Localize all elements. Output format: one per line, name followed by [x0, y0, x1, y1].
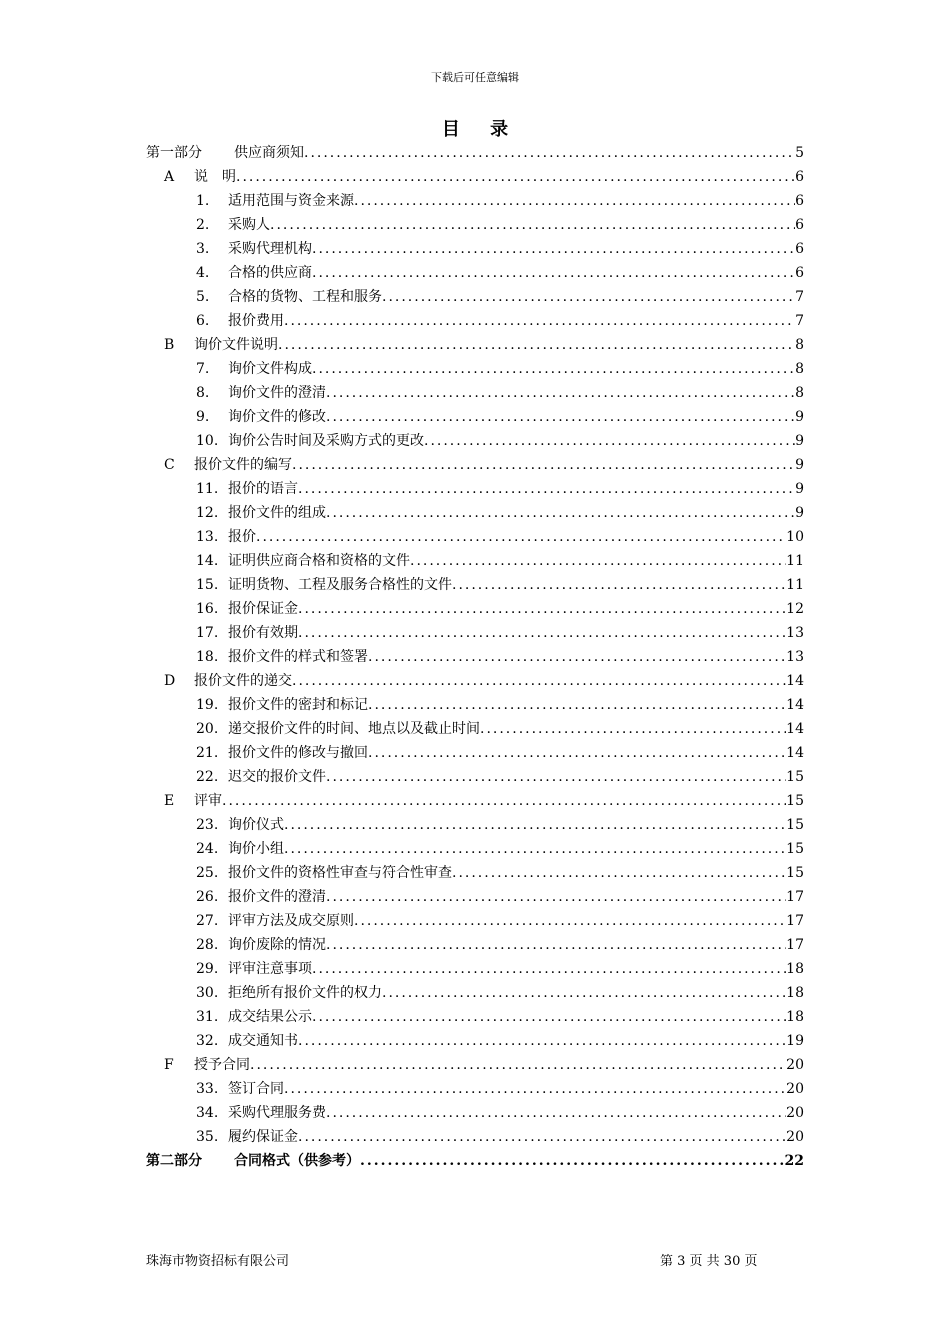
toc-dot-leader	[326, 933, 786, 957]
toc-entry-title: 评审注意事项	[228, 961, 312, 977]
toc-entry[interactable]	[146, 1101, 804, 1125]
toc-entry-number: 26.	[196, 889, 219, 905]
toc-entry-page: 8	[795, 385, 804, 401]
toc-entry-title: 询价文件的澄清	[228, 385, 326, 401]
toc-entry-page: 11	[786, 577, 804, 593]
toc-entry[interactable]	[146, 597, 804, 621]
toc-entry-number: 24.	[196, 841, 219, 857]
toc-entry[interactable]	[146, 573, 804, 597]
toc-entry-number: 14.	[196, 553, 219, 569]
toc-dot-leader	[284, 309, 795, 333]
toc-entry-title: 适用范围与资金来源	[228, 193, 354, 209]
toc-entry[interactable]	[146, 189, 804, 213]
toc-entry-number: 23.	[196, 817, 219, 833]
toc-entry-page: 7	[795, 313, 804, 329]
toc-entry-page: 9	[795, 481, 804, 497]
toc-entry-number: 20.	[196, 721, 219, 737]
toc-entry-title: 评审	[194, 793, 222, 809]
toc-entry-number: 25.	[196, 865, 219, 881]
toc-entry[interactable]	[146, 165, 804, 189]
toc-entry-page: 18	[786, 961, 804, 977]
toc-entry-title: 询价文件的修改	[228, 409, 326, 425]
toc-entry-page: 9	[795, 409, 804, 425]
toc-entry-number: 第二部分	[146, 1153, 202, 1169]
toc-entry-page: 7	[795, 289, 804, 305]
toc-entry[interactable]	[146, 1053, 804, 1077]
toc-entry[interactable]	[146, 1125, 804, 1149]
toc-dot-leader	[312, 237, 795, 261]
toc-entry[interactable]	[146, 765, 804, 789]
toc-entry-title: 说 明	[194, 169, 236, 185]
toc-entry-title: 成交通知书	[228, 1033, 298, 1049]
toc-entry-page: 22	[784, 1153, 804, 1169]
toc-entry[interactable]	[146, 861, 804, 885]
toc-entry-number: E	[164, 793, 175, 809]
toc-entry-page: 17	[786, 913, 804, 929]
toc-entry-title: 报价文件的编写	[194, 457, 292, 473]
toc-entry[interactable]	[146, 309, 804, 333]
toc-entry-number: 27.	[196, 913, 219, 929]
toc-entry-page: 14	[786, 697, 804, 713]
toc-entry-page: 20	[786, 1105, 804, 1121]
toc-entry-title: 询价废除的情况	[228, 937, 326, 953]
toc-entry-number: D	[164, 673, 176, 689]
toc-entry[interactable]	[146, 789, 804, 813]
toc-entry-number: 4.	[196, 265, 210, 281]
toc-entry-page: 20	[786, 1081, 804, 1097]
toc-dot-leader	[292, 453, 795, 477]
header-note: 下载后可任意编辑	[431, 71, 519, 84]
toc-dot-leader	[368, 741, 786, 765]
toc-entry-number: F	[164, 1057, 174, 1073]
toc-dot-leader	[354, 909, 786, 933]
toc-entry-page: 20	[786, 1129, 804, 1145]
toc-entry-number: 3.	[196, 241, 210, 257]
toc-entry-page: 13	[786, 649, 804, 665]
toc-entry-number: 34.	[196, 1105, 219, 1121]
toc-entry-title: 报价保证金	[228, 601, 298, 617]
toc-entry-title: 报价文件的递交	[194, 673, 292, 689]
toc-entry-title: 履约保证金	[228, 1129, 298, 1145]
toc-entry-title: 报价费用	[228, 313, 284, 329]
toc-entry-number: 8.	[196, 385, 210, 401]
toc-dot-leader	[326, 405, 795, 429]
toc-entry[interactable]	[146, 333, 804, 357]
toc-dot-leader	[382, 285, 795, 309]
toc-dot-leader	[312, 261, 795, 285]
toc-entry-number: 2.	[196, 217, 210, 233]
toc-entry-page: 5	[795, 145, 804, 161]
toc-entry-title: 证明供应商合格和资格的文件	[228, 553, 410, 569]
toc-entry-number: 10.	[196, 433, 219, 449]
toc-dot-leader	[452, 573, 786, 597]
toc-entry[interactable]	[146, 213, 804, 237]
toc-entry-number: 22.	[196, 769, 219, 785]
toc-entry-page: 11	[786, 553, 804, 569]
toc-entry[interactable]	[146, 933, 804, 957]
toc-entry[interactable]	[146, 357, 804, 381]
toc-entry[interactable]	[146, 645, 804, 669]
toc-entry-title: 采购代理机构	[228, 241, 312, 257]
toc-entry[interactable]	[146, 549, 804, 573]
toc-dot-leader	[284, 1077, 786, 1101]
toc-entry-number: 18.	[196, 649, 219, 665]
toc-dot-leader	[312, 957, 786, 981]
toc-dot-leader	[256, 525, 786, 549]
toc-dot-leader	[298, 597, 786, 621]
toc-entry-title: 询价文件说明	[194, 337, 278, 353]
toc-entry-page: 14	[786, 673, 804, 689]
toc-entry-number: 31.	[196, 1009, 219, 1025]
toc-entry[interactable]	[146, 693, 804, 717]
toc-entry-title: 报价文件的密封和标记	[228, 697, 368, 713]
toc-entry[interactable]	[146, 837, 804, 861]
toc-entry-title: 采购代理服务费	[228, 1105, 326, 1121]
toc-entry-title: 报价文件的样式和签署	[228, 649, 368, 665]
toc-dot-leader	[278, 333, 795, 357]
toc-dot-leader	[298, 477, 795, 501]
toc-entry-number: 11.	[196, 481, 219, 497]
toc-entry-page: 14	[786, 721, 804, 737]
toc-entry-number: 29.	[196, 961, 219, 977]
toc-entry-page: 6	[795, 217, 804, 233]
toc-entry-title: 报价文件的修改与撤回	[228, 745, 368, 761]
toc-entry-number: 35.	[196, 1129, 219, 1145]
toc-entry-number: A	[164, 169, 175, 185]
toc-dot-leader	[326, 1101, 786, 1125]
toc-entry-title: 证明货物、工程及服务合格性的文件	[228, 577, 452, 593]
toc-entry-title: 报价文件的澄清	[228, 889, 326, 905]
toc-entry[interactable]	[146, 453, 804, 477]
toc-entry-number: 30.	[196, 985, 219, 1001]
toc-entry-page: 17	[786, 937, 804, 953]
toc-entry-title: 报价文件的组成	[228, 505, 326, 521]
toc-entry-page: 9	[795, 457, 804, 473]
toc-entry-number: 28.	[196, 937, 219, 953]
table-of-contents	[146, 141, 804, 1173]
toc-entry[interactable]	[146, 501, 804, 525]
toc-entry[interactable]	[146, 261, 804, 285]
toc-entry-page: 9	[795, 505, 804, 521]
toc-dot-leader	[326, 765, 786, 789]
toc-dot-leader	[312, 1005, 786, 1029]
toc-entry-number: 1.	[196, 193, 210, 209]
toc-entry[interactable]	[146, 477, 804, 501]
toc-entry-number: B	[164, 337, 175, 353]
toc-entry-page: 18	[786, 985, 804, 1001]
toc-entry[interactable]	[146, 141, 804, 165]
toc-entry-title: 报价文件的资格性审查与符合性审查	[228, 865, 452, 881]
toc-entry-page: 10	[786, 529, 804, 545]
toc-entry-page: 6	[795, 265, 804, 281]
toc-entry-number: 15.	[196, 577, 219, 593]
toc-entry-title: 询价文件构成	[228, 361, 312, 377]
toc-entry-page: 13	[786, 625, 804, 641]
toc-entry[interactable]	[146, 1005, 804, 1029]
toc-entry[interactable]	[146, 1077, 804, 1101]
toc-entry-number: 9.	[196, 409, 210, 425]
toc-dot-leader	[452, 861, 786, 885]
toc-dot-leader	[250, 1053, 786, 1077]
toc-entry-page: 15	[786, 769, 804, 785]
footer-page-info: 第 3 页 共 30 页	[660, 1254, 758, 1269]
toc-entry-number: 第一部分	[146, 145, 202, 161]
toc-entry[interactable]	[146, 813, 804, 837]
toc-dot-leader	[368, 645, 786, 669]
toc-entry-title: 授予合同	[194, 1057, 250, 1073]
toc-dot-leader	[298, 621, 786, 645]
toc-entry[interactable]	[146, 525, 804, 549]
toc-entry-number: 7.	[196, 361, 210, 377]
toc-entry[interactable]	[146, 981, 804, 1005]
toc-dot-leader	[382, 981, 786, 1005]
toc-entry-page: 15	[786, 841, 804, 857]
toc-entry-page: 14	[786, 745, 804, 761]
toc-entry-page: 6	[795, 241, 804, 257]
toc-entry-number: 19.	[196, 697, 219, 713]
toc-dot-leader	[292, 669, 786, 693]
footer-company: 珠海市物资招标有限公司	[146, 1254, 290, 1269]
toc-entry-page: 15	[786, 865, 804, 881]
toc-entry-page: 19	[786, 1033, 804, 1049]
toc-dot-leader	[326, 501, 795, 525]
toc-entry-page: 18	[786, 1009, 804, 1025]
toc-entry-page: 8	[795, 361, 804, 377]
toc-entry-title: 签订合同	[228, 1081, 284, 1097]
toc-entry[interactable]	[146, 429, 804, 453]
toc-entry[interactable]	[146, 741, 804, 765]
toc-entry-page: 6	[795, 193, 804, 209]
toc-entry[interactable]	[146, 1029, 804, 1053]
toc-entry-number: 16.	[196, 601, 219, 617]
toc-entry-page: 17	[786, 889, 804, 905]
toc-entry-number: 21.	[196, 745, 219, 761]
toc-entry-title: 拒绝所有报价文件的权力	[228, 985, 382, 1001]
toc-entry[interactable]	[146, 957, 804, 981]
toc-entry-number: 13.	[196, 529, 219, 545]
toc-entry-title: 评审方法及成交原则	[228, 913, 354, 929]
toc-dot-leader	[298, 1125, 786, 1149]
toc-entry-title: 合格的货物、工程和服务	[228, 289, 382, 305]
toc-dot-leader	[360, 1149, 785, 1173]
toc-entry[interactable]	[146, 909, 804, 933]
toc-dot-leader	[368, 693, 786, 717]
toc-dot-leader	[410, 549, 786, 573]
toc-entry-page: 15	[786, 793, 804, 809]
toc-entry-title: 报价	[228, 529, 256, 545]
toc-entry-page: 15	[786, 817, 804, 833]
toc-entry-title: 询价小组	[228, 841, 284, 857]
toc-entry-title: 合格的供应商	[228, 265, 312, 281]
toc-entry[interactable]	[146, 669, 804, 693]
toc-dot-leader	[326, 381, 795, 405]
toc-entry-number: 12.	[196, 505, 219, 521]
toc-entry-page: 20	[786, 1057, 804, 1073]
toc-entry[interactable]	[146, 885, 804, 909]
toc-dot-leader	[270, 213, 795, 237]
toc-dot-leader	[284, 837, 786, 861]
toc-dot-leader	[312, 357, 795, 381]
toc-entry[interactable]	[146, 1149, 804, 1173]
toc-entry-number: 33.	[196, 1081, 219, 1097]
toc-entry-title: 询价仪式	[228, 817, 284, 833]
toc-dot-leader	[298, 1029, 786, 1053]
toc-entry[interactable]	[146, 237, 804, 261]
toc-entry-page: 8	[795, 337, 804, 353]
toc-entry-number: 32.	[196, 1033, 219, 1049]
toc-entry-title: 采购人	[228, 217, 270, 233]
toc-entry-title: 报价的语言	[228, 481, 298, 497]
toc-dot-leader	[424, 429, 795, 453]
toc-entry-title: 报价有效期	[228, 625, 298, 641]
toc-entry-page: 12	[786, 601, 804, 617]
toc-entry-number: 5.	[196, 289, 210, 305]
toc-entry-title: 成交结果公示	[228, 1009, 312, 1025]
toc-entry-title: 迟交的报价文件	[228, 769, 326, 785]
toc-dot-leader	[236, 165, 795, 189]
toc-dot-leader	[304, 141, 795, 165]
toc-entry-title: 询价公告时间及采购方式的更改	[228, 433, 424, 449]
toc-entry-number: 17.	[196, 625, 219, 641]
toc-entry-title: 递交报价文件的时间、地点以及截止时间	[228, 721, 480, 737]
toc-dot-leader	[222, 789, 786, 813]
toc-entry-page: 6	[795, 169, 804, 185]
toc-entry[interactable]	[146, 405, 804, 429]
toc-dot-leader	[284, 813, 786, 837]
toc-entry-number: 6.	[196, 313, 210, 329]
toc-entry[interactable]	[146, 381, 804, 405]
toc-dot-leader	[354, 189, 795, 213]
page-title: 目 录	[441, 119, 521, 140]
toc-dot-leader	[480, 717, 786, 741]
toc-entry-page: 9	[795, 433, 804, 449]
toc-entry-title: 供应商须知	[234, 145, 304, 161]
toc-entry-title: 合同格式（供参考）	[234, 1153, 360, 1169]
toc-entry[interactable]	[146, 621, 804, 645]
toc-entry[interactable]	[146, 717, 804, 741]
toc-entry[interactable]	[146, 285, 804, 309]
toc-dot-leader	[326, 885, 786, 909]
toc-entry-number: C	[164, 457, 175, 473]
